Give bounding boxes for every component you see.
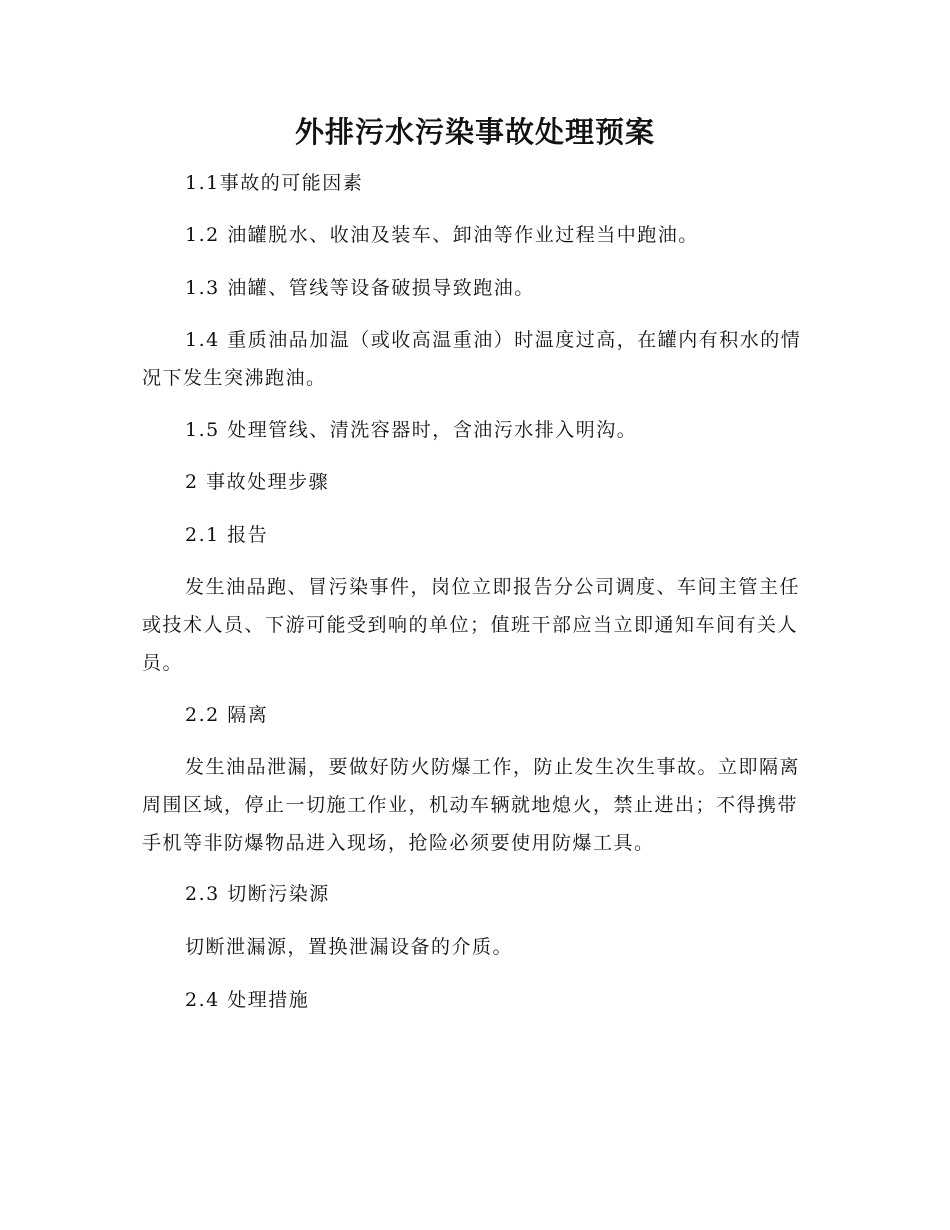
paragraph-2-2-body: 发生油品泄漏，要做好防火防爆工作，防止发生次生事故。立即隔离周围区域，停止一切施工作业，机动车辆就地熄火，禁止进出；不得携带手机等非防爆物品进入现场，抢险必须要使用防爆工具。	[142, 756, 801, 854]
paragraph-1-5: 1.5 处理管线、清洗容器时，含油污水排入明沟。	[185, 419, 638, 441]
subheading-2-2: 2.2 隔离	[185, 704, 269, 726]
subheading-2-3: 2.3 切断污染源	[185, 883, 330, 905]
paragraph-1-3: 1.3 油罐、管线等设备破损导致跑油。	[185, 277, 535, 299]
subheading-2-4: 2.4 处理措施	[185, 989, 310, 1011]
paragraph-2-3-body: 切断泄漏源，置换泄漏设备的介质。	[185, 936, 514, 958]
paragraph-1-1: 1.1事故的可能因素	[185, 172, 364, 194]
section-heading-2: 2 事故处理步骤	[185, 471, 330, 493]
paragraph-2-1-body: 发生油品跑、冒污染事件，岗位立即报告分公司调度、车间主管主任或技术人员、下游可能受到响的单位；值班干部应当立即通知车间有关人员。	[142, 576, 801, 674]
paragraph-1-4: 1.4 重质油品加温（或收高温重油）时温度过高，在罐内有积水的情况下发生突沸跑油。	[142, 329, 802, 389]
paragraph-1-2: 1.2 油罐脱水、收油及装车、卸油等作业过程当中跑油。	[185, 224, 699, 246]
subheading-2-1: 2.1 报告	[185, 524, 269, 546]
document-title: 外排污水污染事故处理预案	[294, 115, 655, 149]
